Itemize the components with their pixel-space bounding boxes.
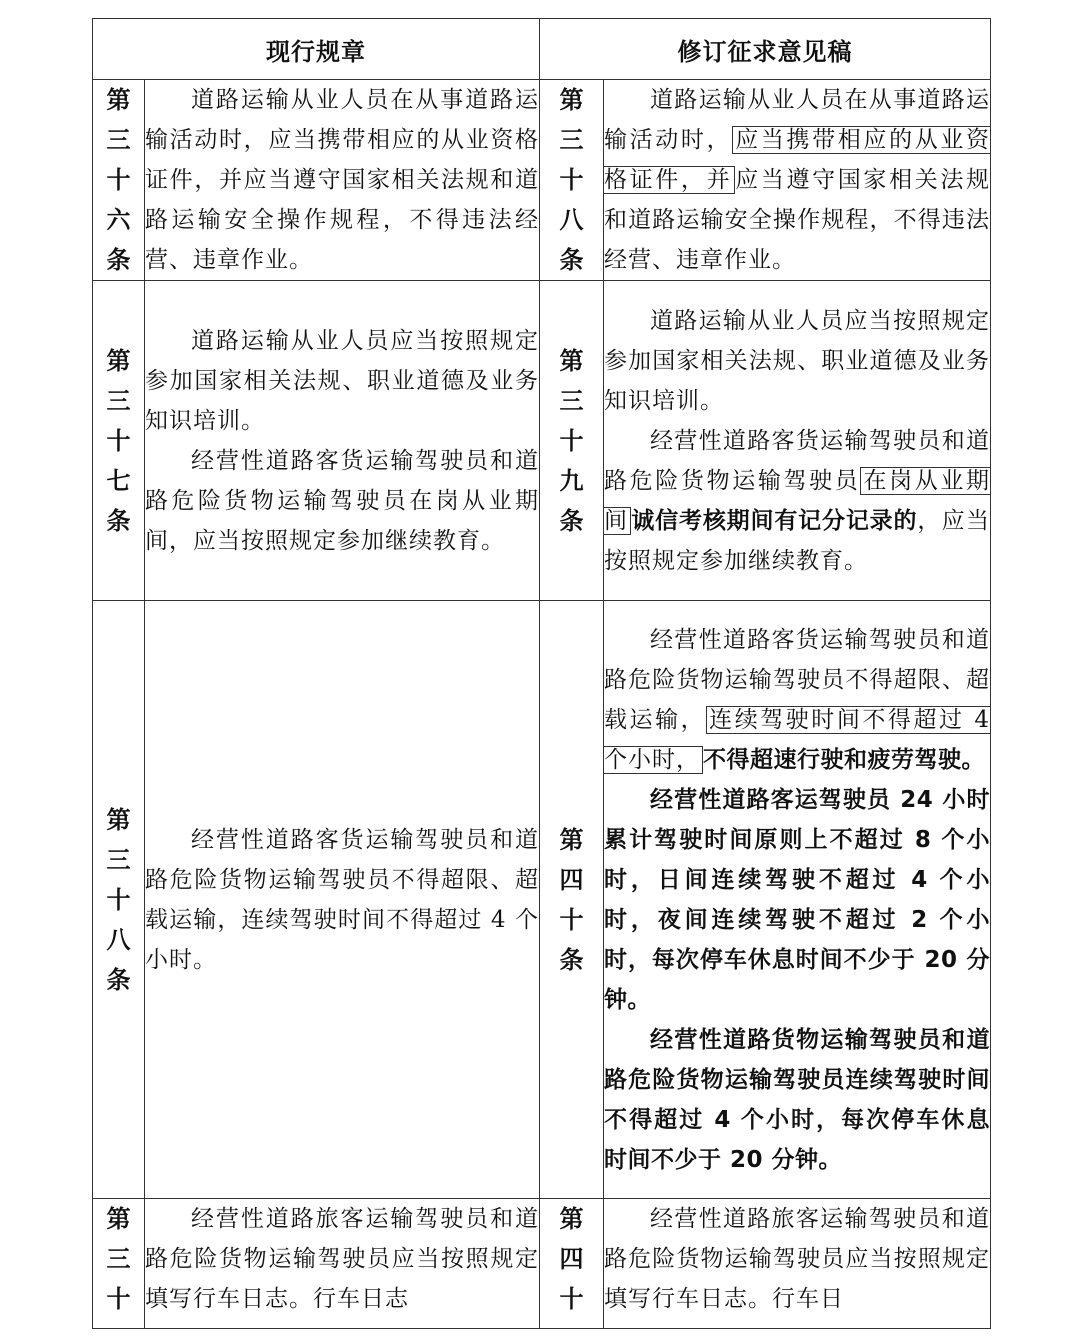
revision-article-text: 道路运输从业人员在从事道路运输活动时， 应当携带相应的从业资格证件，并 应当遵守国家相关法规和道路运输安全操作规程，不得违法经营、违章作业。 xyxy=(604,80,991,281)
header-current: 现行规章 xyxy=(93,19,540,80)
current-article-number: 第 三 十 七 条 xyxy=(93,281,145,601)
deleted-text-box: 应当携带相应的从业资格证件，并 xyxy=(604,127,991,193)
table-row xyxy=(93,1199,991,1329)
current-article-text: 道路运输从业人员在从事道路运输活动时，应当携带相应的从业资格证件，并应当遵守国家相关法规和道路运输安全操作规程，不得违法经营、违章作业。 xyxy=(145,80,540,281)
revision-article-number: 第 三 十 九 条 xyxy=(540,281,604,601)
revision-article-number: 第 三 十 八 条 xyxy=(540,80,604,281)
deleted-text-box: 在岗从业期间 xyxy=(604,467,991,534)
current-article-number: 第 三 十 xyxy=(93,1199,145,1329)
table-row xyxy=(93,80,991,281)
header-row xyxy=(93,19,991,80)
table-row xyxy=(93,281,991,601)
revision-article-text: 经营性道路旅客运输驾驶员和道路危险货物运输驾驶员应当按照规定填写行车日志。行车日 xyxy=(604,1199,991,1329)
added-text: 经营性道路货物运输驾驶员和道路危险货物运输驾驶员连续驾驶时间不得超过 4 个小时，每次停车休息时间不少于 20 分钟。 xyxy=(604,1026,990,1173)
revision-article-text: 经营性道路客货运输驾驶员和道路危险货物运输驾驶员不得超限、超载运输， 连续驾驶时间不得超过 4 个小时， 不得超速行驶和疲劳驾驶。 经营性道路客运驾驶员 24 小时累计驾驶时间原则上不超过 8 个小时，日间连续驾驶不超过 4 个小时，夜间连续驾驶不超过 2 个小时，每次停车休息时间不少于 20 分钟。 经营性道路货物运输驾驶员和道路危险货物运输驾驶员连续驾驶时间不得超过 4 个小时，每次停车休息时间不少于 20 分钟。 xyxy=(604,601,991,1199)
current-article-text: 经营性道路客货运输驾驶员和道路危险货物运输驾驶员不得超限、超载运输，连续驾驶时间不得超过 4 个小时。 xyxy=(145,601,540,1199)
current-article-number: 第 三 十 八 条 xyxy=(93,601,145,1199)
current-article-text: 道路运输从业人员应当按照规定参加国家相关法规、职业道德及业务知识培训。 经营性道路客货运输驾驶员和道路危险货物运输驾驶员在岗从业期间，应当按照规定参加继续教育。 xyxy=(145,281,540,601)
current-article-text: 经营性道路旅客运输驾驶员和道路危险货物运输驾驶员应当按照规定填写行车日志。行车日志 xyxy=(145,1199,540,1329)
added-text: 不得超速行驶和疲劳驾驶。 xyxy=(703,746,985,773)
revision-article-number: 第 四 十 xyxy=(540,1199,604,1329)
deleted-text-box: 连续驾驶时间不得超过 4 个小时， xyxy=(604,706,991,773)
current-article-number: 第 三 十 六 条 xyxy=(93,80,145,281)
revision-article-number: 第 四 十 条 xyxy=(540,601,604,1199)
added-text: 经营性道路客运驾驶员 24 小时累计驾驶时间原则上不超过 8 个小时，日间连续驾驶不超过 4 个小时，夜间连续驾驶不超过 2 个小时，每次停车休息时间不少于 20 分钟。 xyxy=(604,786,990,1013)
revision-article-text: 道路运输从业人员应当按照规定参加国家相关法规、职业道德及业务知识培训。 经营性道路客货运输驾驶员和道路危险货物运输驾驶员 在岗从业期间 诚信考核期间有记分记录的，应当按照规定参加继续教育。 xyxy=(604,281,991,601)
header-revision: 修订征求意见稿 xyxy=(540,19,991,80)
comparison-table xyxy=(92,18,991,1329)
added-text: 诚信考核期间有记分记录的 xyxy=(631,507,918,534)
table-row xyxy=(93,601,991,1199)
